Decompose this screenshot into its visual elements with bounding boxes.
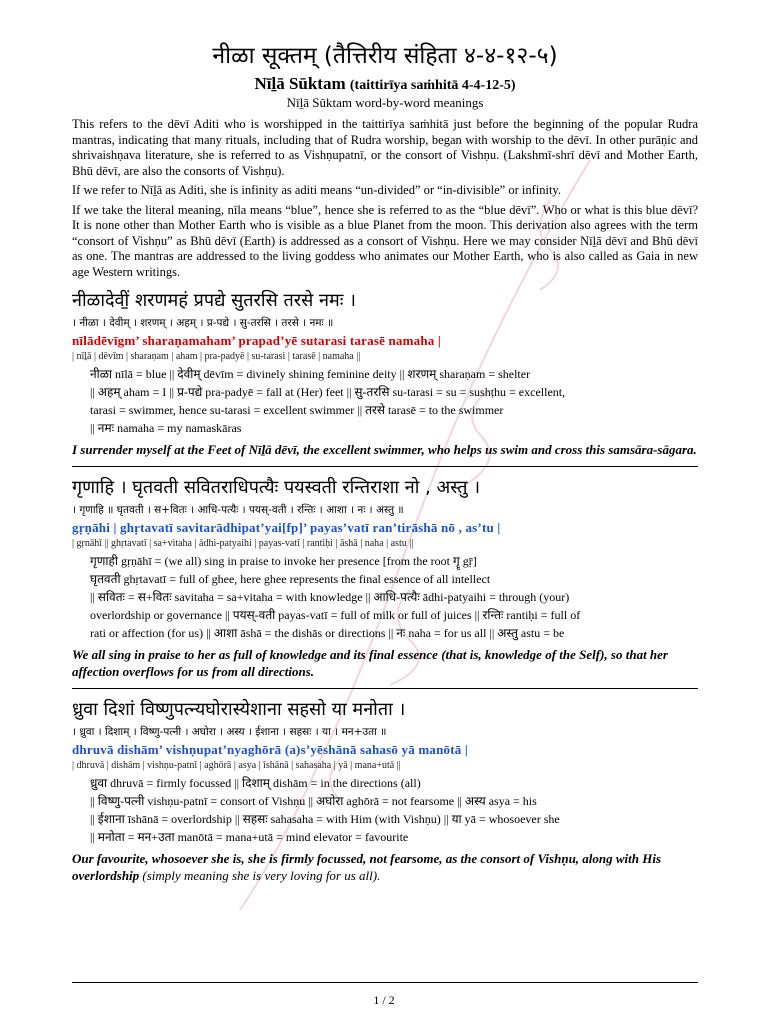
page-subtitle	[72, 74, 698, 94]
verse-2-meaning-1: गृणाही gṛṇāhī = (we all) sing in praise to invoke her presence [from the root गॄ gṝ]	[90, 554, 477, 568]
subtitle-roman: Nīḻā Sūktam	[254, 74, 346, 93]
verse-3-summary	[72, 850, 698, 884]
page-title: नीळा सूक्तम् (तैत्तिरीय संहिता ४-४-१२-५)	[212, 43, 558, 69]
intro-paragraph-2: If we refer to Nīḻā as Aditi, she is infinity as aditi means “un-divided” or “in-divisible” or infinity.	[72, 183, 561, 197]
verse-3-meaning-4: || मनोता = मन+उता manōtā = mana+utā = mind elevator = favourite	[90, 830, 409, 844]
verse-2-pada-roman: | gṛnāhī || ghṛtavatī | sa+vitaha | ādhi-patyaihi | payas-vatī | rantiḥi | āshā | naha | astu ||	[72, 538, 414, 549]
verse-1-transliteration	[72, 333, 698, 349]
verse-2-summary	[72, 646, 698, 680]
verse-3-meaning-3: || ईशाना īshānā = overlordship || सहसः sahasaha = with Him (with Vishṇu) || या yā = whosoever she	[90, 812, 560, 826]
verse-3-translit-text: dhruvā dishām’ vishṇupat’nyaghōrā (a)s’yēshānā sahasō yā manōtā |	[72, 742, 468, 757]
verse-1-summary-text: I surrender myself at the Feet of Nīḻā dēvī, the excellent swimmer, who helps us swim and cross this samsāra-sāgara.	[72, 442, 697, 457]
verse-1-meaning-1: नीळा nīlā = blue || देवीम् dēvīm = divinely shining feminine deity || शरणम् sharaṇam = shelter	[90, 367, 531, 381]
verse-3-pada-roman: | dhruvā | dishām | vishṇu-patnī | aghōrā | asya | īshānā | sahasaha | yā | mana+utā ||	[72, 760, 401, 771]
verse-3-pada: । ध्रुवा । दिशाम् । विष्णु-पत्नी । अघोरा । अस्य । ईशाना । सहसः । या । मन+उता ॥	[72, 726, 387, 738]
verse-1-devanagari: नीळादेवीं॒ शरणमहं प्रपद्ये सुतरसि तरसे नमः ।	[72, 290, 356, 311]
page-caption: Nīḻā Sūktam word-by-word meanings	[286, 95, 484, 110]
page-number: 1 / 2	[373, 993, 395, 1007]
verse-3-summary-text: Our favourite, whosoever she is, she is firmly focussed, not fearsome, as the consort of Vishṇu, along with His overlordship	[72, 851, 662, 883]
footer-divider	[72, 982, 698, 983]
verse-1-meaning-3: tarasi = swimmer, hence su-tarasi = excellent swimmer || तरसे tarasē = to the swimmer	[90, 403, 504, 417]
verse-1-pada: । नीळा । देवीम् । शरणम् । अहम् । प्र-पद्ये । सु-तरसि । तरसे । नमः ॥	[72, 317, 334, 329]
verse-2-meaning-3: || सवितः = स+वितः savitaha = sa+vitaha = with knowledge || आधि-पत्यैः ādhi-patyaihi = through (your)	[90, 590, 570, 604]
verse-2-pada: । गृणाहि ॥ घृतवती । स+वितः । आधि-पत्यैः । पयस्-वती । रन्तिः । आशा । नः । अस्तु ॥	[72, 504, 404, 516]
verse-2-meaning-5: rati or affection (for us) || आशा āshā = the dishās or directions || नः naha = for us all || अस्तु astu = be	[90, 626, 565, 640]
divider-2	[72, 688, 698, 689]
subtitle-reference: (taittirīya saṁhitā 4-4-12-5)	[349, 78, 516, 93]
intro-paragraph-3: If we take the literal meaning, nīla means “blue”, hence she is referred to as the “blue dēvī”. Who or what is this blue dēvī? It is none other than Mother Earth who is visible as a blue Planet from the moon. This derivation also agrees with the term “consort of Vishṇu” as Bhū dēvī (Earth) is addressed as a consort of Vishṇu. Here we may consider Nīḻā dēvī and Bhū dēvī as one. The mantras are addressed to the living goddess who animates our Mother Earth, who is also called as Gaia in new age Western writings.	[72, 202, 698, 279]
verse-3-meaning-1: ध्रुवा dhruvā = firmly focussed || दिशाम् dishām = in the directions (all)	[90, 776, 421, 790]
verse-2-meaning-2: घृतवती ghṛtavatī = full of ghee, here ghee represents the final essence of all intellect	[90, 572, 491, 586]
document-page	[72, 38, 698, 892]
verse-2-transliteration	[72, 520, 698, 536]
verse-3-transliteration	[72, 742, 698, 758]
verse-2-devanagari: गृणाहि । घृतवती सवितराधिपत्यैः पयस्वती रन्तिराशा नो , अस्तु ।	[72, 477, 481, 498]
verse-3-summary-note: (simply meaning she is very loving for us all).	[142, 868, 381, 883]
verse-2-meaning-4: overlordship or governance || पयस्-वती payas-vatī = full of milk or full of juices || रन्तिः rantiḥi = full of	[90, 608, 581, 622]
verse-3-meaning-2: || विष्णु-पत्नी vishṇu-patnī = consort of Vishṇu || अघोरा aghōrā = not fearsome || अस्य asya = his	[90, 794, 537, 808]
verse-3-devanagari: ध्रुवा दिशां विष्णुपत्न्यघोरास्येशाना सहसो या मनोता ।	[72, 699, 406, 720]
verse-2-translit-text: gṛṇāhi | ghṛtavatī savitarādhipat’yai[fp]’ payas’vatī ran’tirāshā nō , as’tu |	[72, 520, 501, 535]
divider-1	[72, 466, 698, 467]
intro-paragraph-1: This refers to the dēvī Aditi who is worshipped in the taittirīya saṁhitā just before the beginning of the popular Rudra mantras, indicating that many rituals, including that of Rudra worship, began with worship to the dēvī. In other purāṇic and shrivaishṇava literature, she is referred to as Vishṇupatnī, or the consort of Vishṇu. (Lakshmī-shrī dēvī and Mother Earth, Bhū dēvī, are also the consorts of Vishṇu).	[72, 117, 698, 178]
verse-1-meaning-4: || नमः namaha = my namaskāras	[90, 421, 242, 435]
verse-1-translit-text: nīlādēvīgm’ sharaṇamaham’ prapad’yē sutarasi tarasē namaha |	[72, 333, 441, 348]
verse-2-summary-text: We all sing in praise to her as full of knowledge and its final essence (that is, knowledge of the Self), so that her affection overflows for us from all directions.	[72, 647, 668, 679]
verse-1-pada-roman: | nīḻā | dēvīm | sharaṇam | aham | pra-padyē | su-tarasi | tarasē | namaha ||	[72, 351, 361, 362]
verse-1-meaning-2: || अहम् aham = I || प्र-पद्ये pra-padyē = fall at (Her) feet || सु-तरसि su-tarasi = su = sushṭhu = excellent,	[90, 385, 566, 399]
verse-1-summary	[72, 441, 698, 458]
